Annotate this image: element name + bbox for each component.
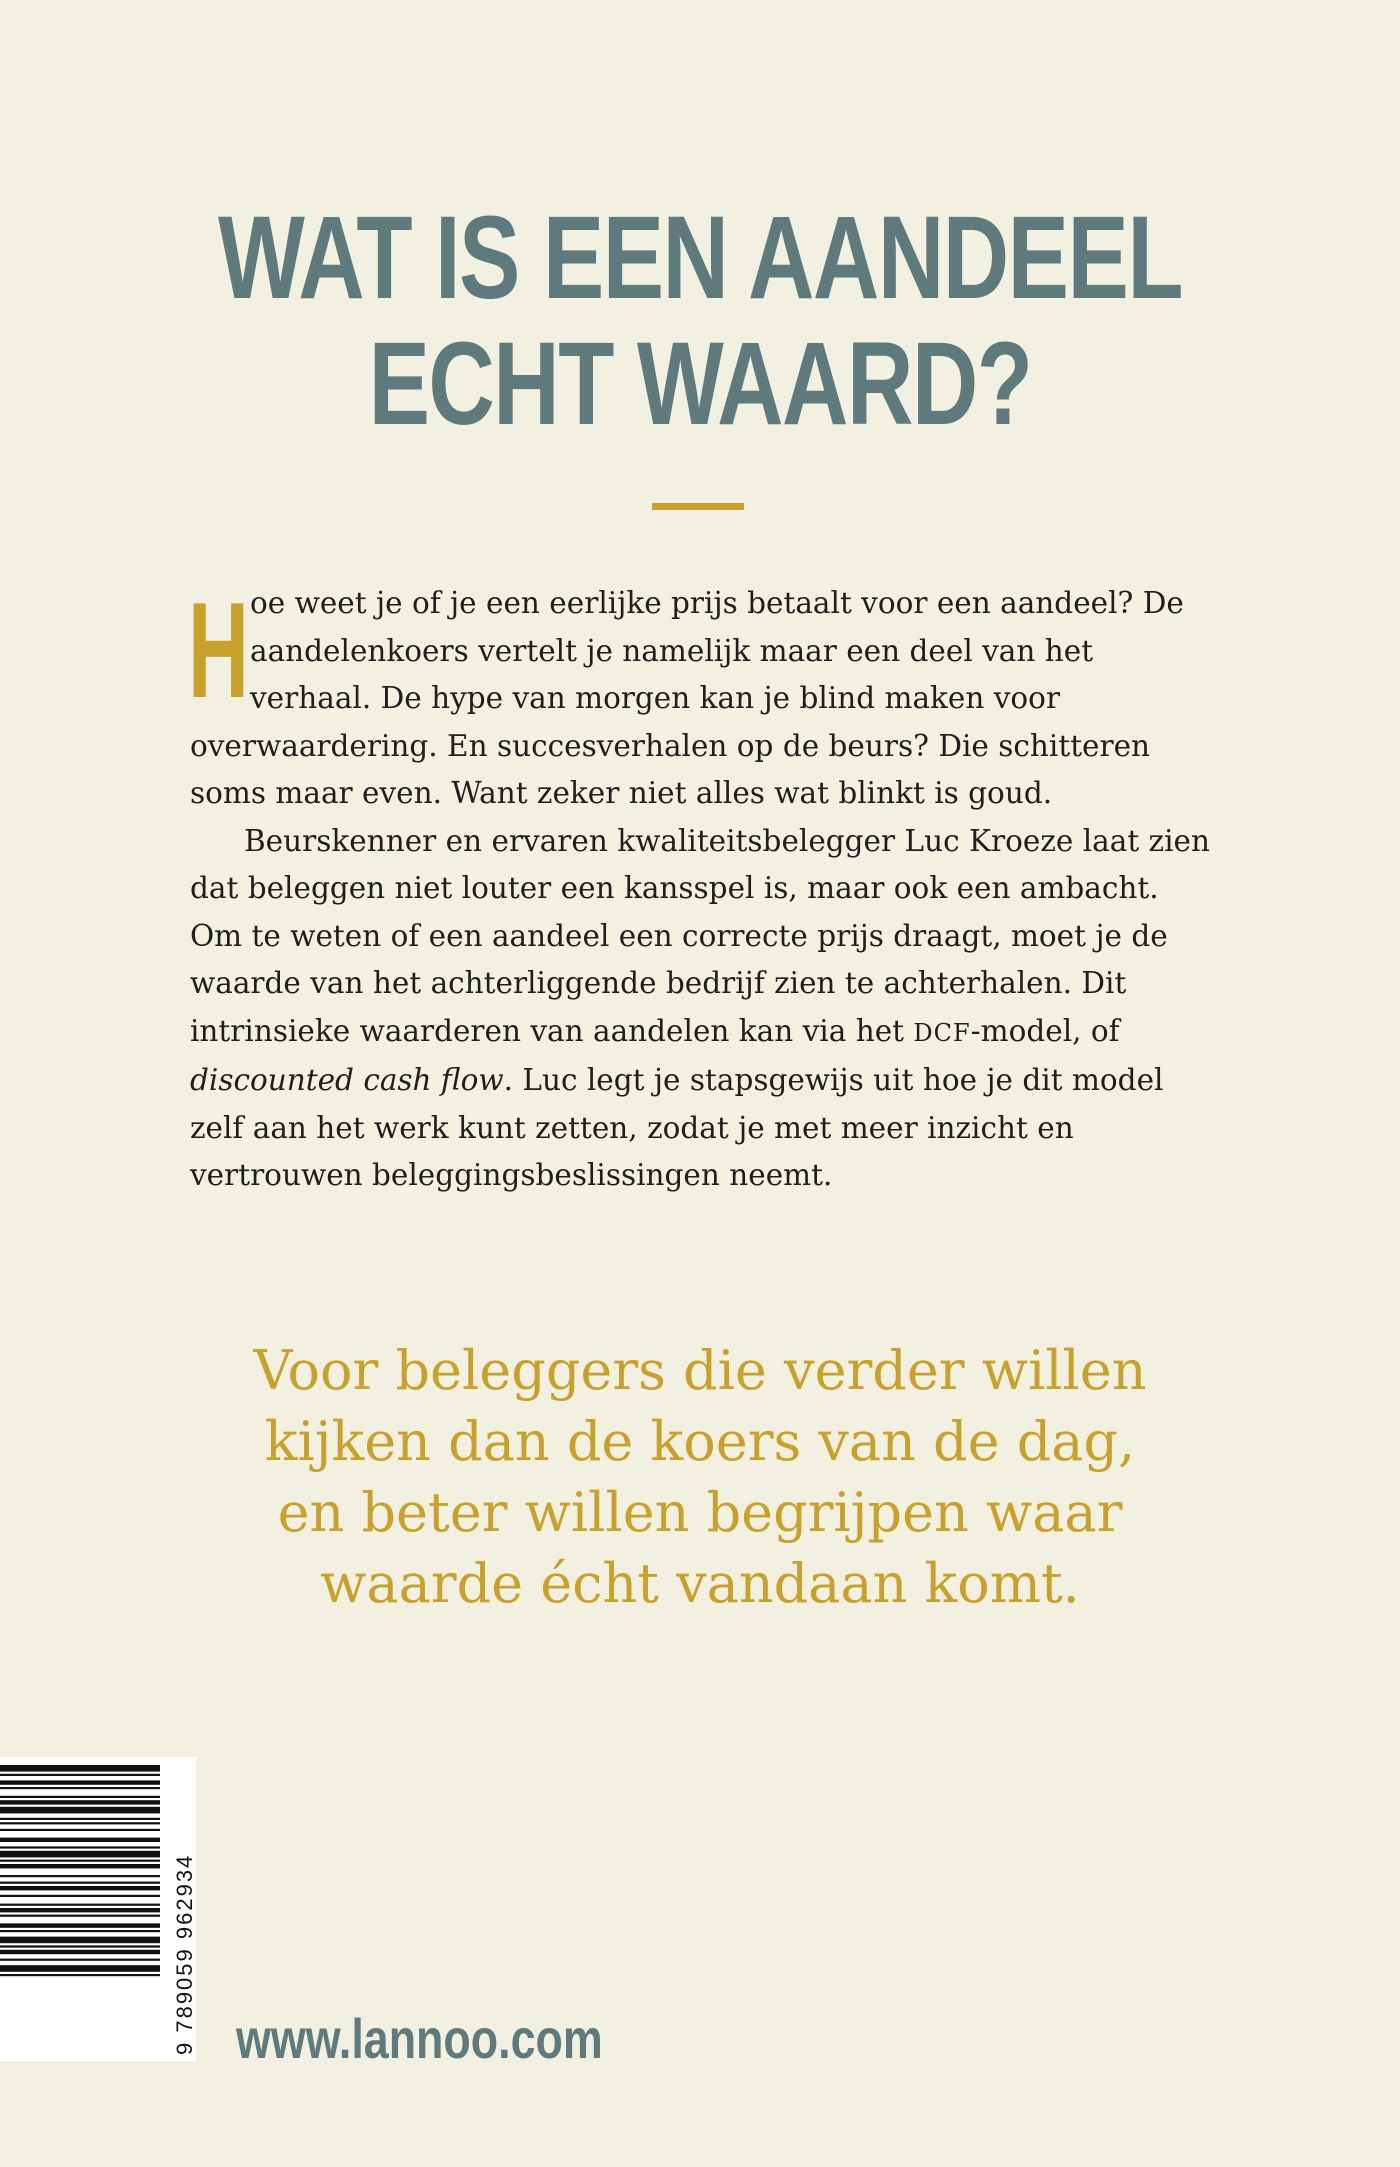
barcode-bar [0, 1800, 160, 1804]
barcode-bar [0, 1930, 160, 1932]
accent-divider [652, 503, 744, 510]
quote-line-4: waarde écht vandaan komt. [320, 1552, 1080, 1615]
barcode-bar [0, 1774, 160, 1776]
dcf-abbreviation: DCF [913, 1018, 971, 1047]
paragraph-2-text-a: Beurskenner en ervaren kwaliteitsbelegger Luc Kroeze laat zien dat beleggen niet louter een kansspel is, maar ook een ambacht. Om te weten of een aandeel een correcte prijs draagt, moet je de waarde van het achterliggende bedrijf zien te achterhalen. Dit intrinsieke waarderen van aandelen kan via het [190, 823, 1210, 1048]
drop-cap: H [188, 574, 249, 726]
barcode-bar [0, 1846, 160, 1848]
isbn-digits: 9 789059 962934 [172, 1853, 197, 2055]
barcode-bar [0, 1974, 160, 1976]
barcode-bar [0, 1818, 160, 1820]
barcode-bar [0, 1937, 160, 1944]
paragraph-1-text: oe weet je of je een eerlijke prijs betaalt voor een aandeel? De aandelenkoers vertelt je namelijk maar een deel van het verhaal. De hype van morgen kan je blind maken voor overwaardering. En succesverhalen op de beurs? Die schitteren soms maar even. Want zeker niet alles wat blinkt is goud. [190, 586, 1184, 810]
paragraph-2-text-b: -model, of [970, 1013, 1120, 1048]
barcode-bar [0, 1765, 160, 1772]
barcode-bar [0, 1945, 160, 1947]
quote-line-3: en beter willen begrijpen waar [277, 1481, 1123, 1544]
quote-line-1: Voor beleggers die verder willen [253, 1339, 1147, 1402]
paragraph-2-italic: discounted cash flow [190, 1063, 504, 1097]
barcode-bar [0, 1796, 160, 1798]
barcode-bar [0, 1875, 160, 1877]
heading-line-1: WAT IS EEN AANDEEL [218, 192, 1182, 324]
barcode-bar [0, 1822, 160, 1824]
blurb-paragraph-1 [188, 574, 1220, 818]
barcode-bar [0, 1886, 160, 1890]
publisher-url: www.lannoo.com [236, 2007, 603, 2070]
blurb-text [188, 574, 1220, 1200]
barcode-bar [0, 1923, 160, 1927]
barcode-bar [0, 1908, 160, 1912]
barcode-bar [0, 1895, 160, 1897]
quote-line-2: kijken dan de koers van de dag, [264, 1410, 1136, 1473]
barcode-bar [0, 1851, 160, 1858]
barcode-bar [0, 1965, 160, 1972]
barcode-bar [0, 1807, 160, 1814]
barcode-bar [0, 1829, 160, 1831]
barcode-bar [0, 1860, 160, 1862]
barcode-bars [0, 1763, 164, 2053]
barcode-bar [0, 1915, 160, 1917]
barcode-bar [0, 1904, 160, 1906]
blurb-paragraph-2 [190, 818, 1220, 1200]
barcode-bar [0, 1864, 160, 1868]
pull-quote [0, 1335, 1400, 1619]
isbn-barcode [0, 1757, 196, 2061]
barcode-bar [0, 1780, 160, 1784]
barcode-bar [0, 1787, 160, 1789]
cover-heading [154, 192, 1246, 450]
barcode-bar [0, 1950, 160, 1954]
heading-line-2: ECHT WAARD? [368, 318, 1032, 450]
barcode-bar [0, 1882, 160, 1884]
paragraph-2-text-c: . Luc legt je stapsgewijs uit hoe je dit model zelf aan het werk kunt zetten, zodat je met meer inzicht en vertrouwen beleggingsbeslissingen neemt. [190, 1063, 1164, 1192]
barcode-bar [0, 1838, 160, 1842]
barcode-bar [0, 1959, 160, 1961]
